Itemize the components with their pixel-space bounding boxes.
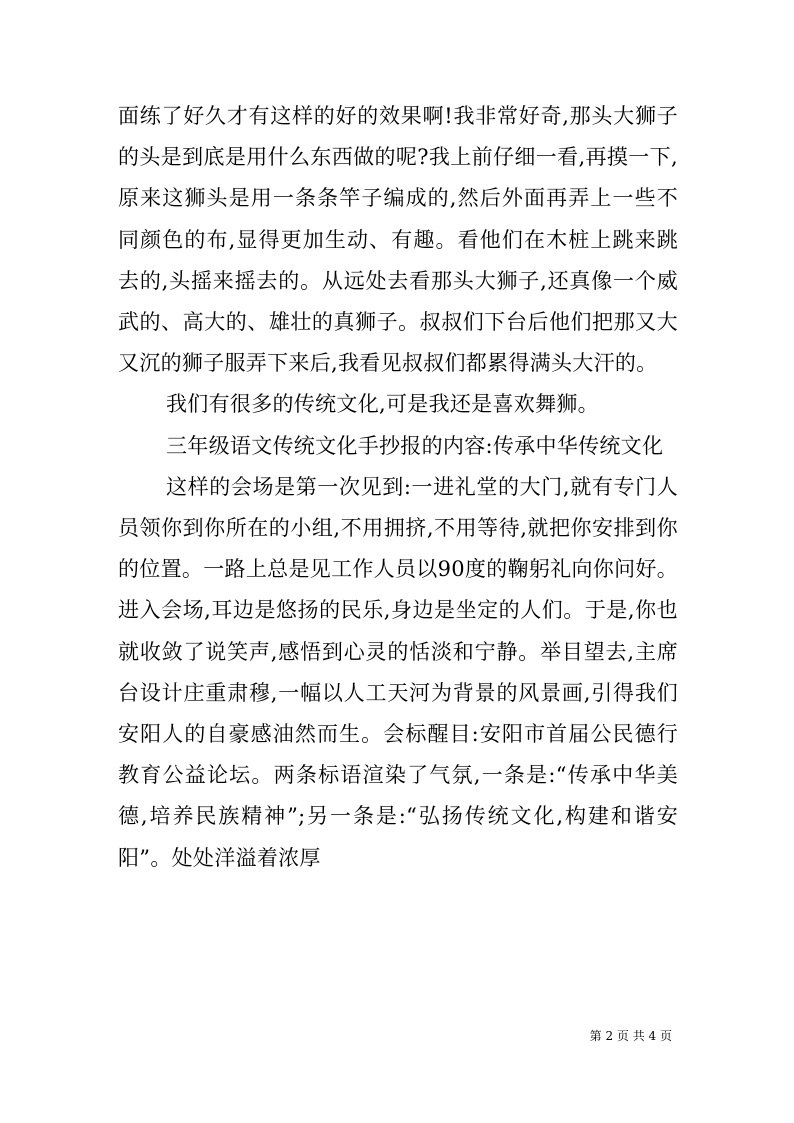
paragraph-heading-traditional-culture: 三年级语文传统文化手抄报的内容:传承中华传统文化 xyxy=(166,433,664,458)
paragraph-lion-dance-details: 面练了好久才有这样的好的效果啊!我非常好奇,那头大狮子的头是到底是用什么东西做的呢?我上前仔细一看,再摸一下,原来这狮头是用一条条竿子编成的,然后外面再弄上一些不同颜色的布,显得更加生动、有趣。看他们在木桩上跳来跳去的,头摇来摇去的。从远处去看那头大狮子,还真像一个威武的、高大的、雄壮的真狮子。叔叔们下台后他们把那又大又沉的狮子服弄下来后,我看见叔叔们都累得满头大汗的。 xyxy=(118,104,678,376)
document-body xyxy=(118,96,678,879)
paragraph-forum-venue: 这样的会场是第一次见到:一进礼堂的大门,就有专门人员领你到你所在的小组,不用拥挤,不用等待,就把你安排到你的位置。一路上总是见工作人员以90度的鞠躬礼向你问好。进入会场,耳边是悠扬的民乐,身边是坐定的人们。于是,你也就收敛了说笑声,感悟到心灵的恬淡和宁静。举目望去,主席台设计庄重肃穆,一幅以人工天河为背景的风景画,引得我们安阳人的自豪感油然而生。会标醒目:安阳市首届公民德行教育公益论坛。两条标语渲染了气氛,一条是:“传承中华美德,培养民族精神”;另一条是:“弘扬传统文化,构建和谐安阳”。处处洋溢着浓厚 xyxy=(118,474,678,870)
paragraph-favorite-tradition: 我们有很多的传统文化,可是我还是喜欢舞狮。 xyxy=(166,392,599,417)
page-number-footer: 第 2 页 共 4 页 xyxy=(589,1029,672,1043)
